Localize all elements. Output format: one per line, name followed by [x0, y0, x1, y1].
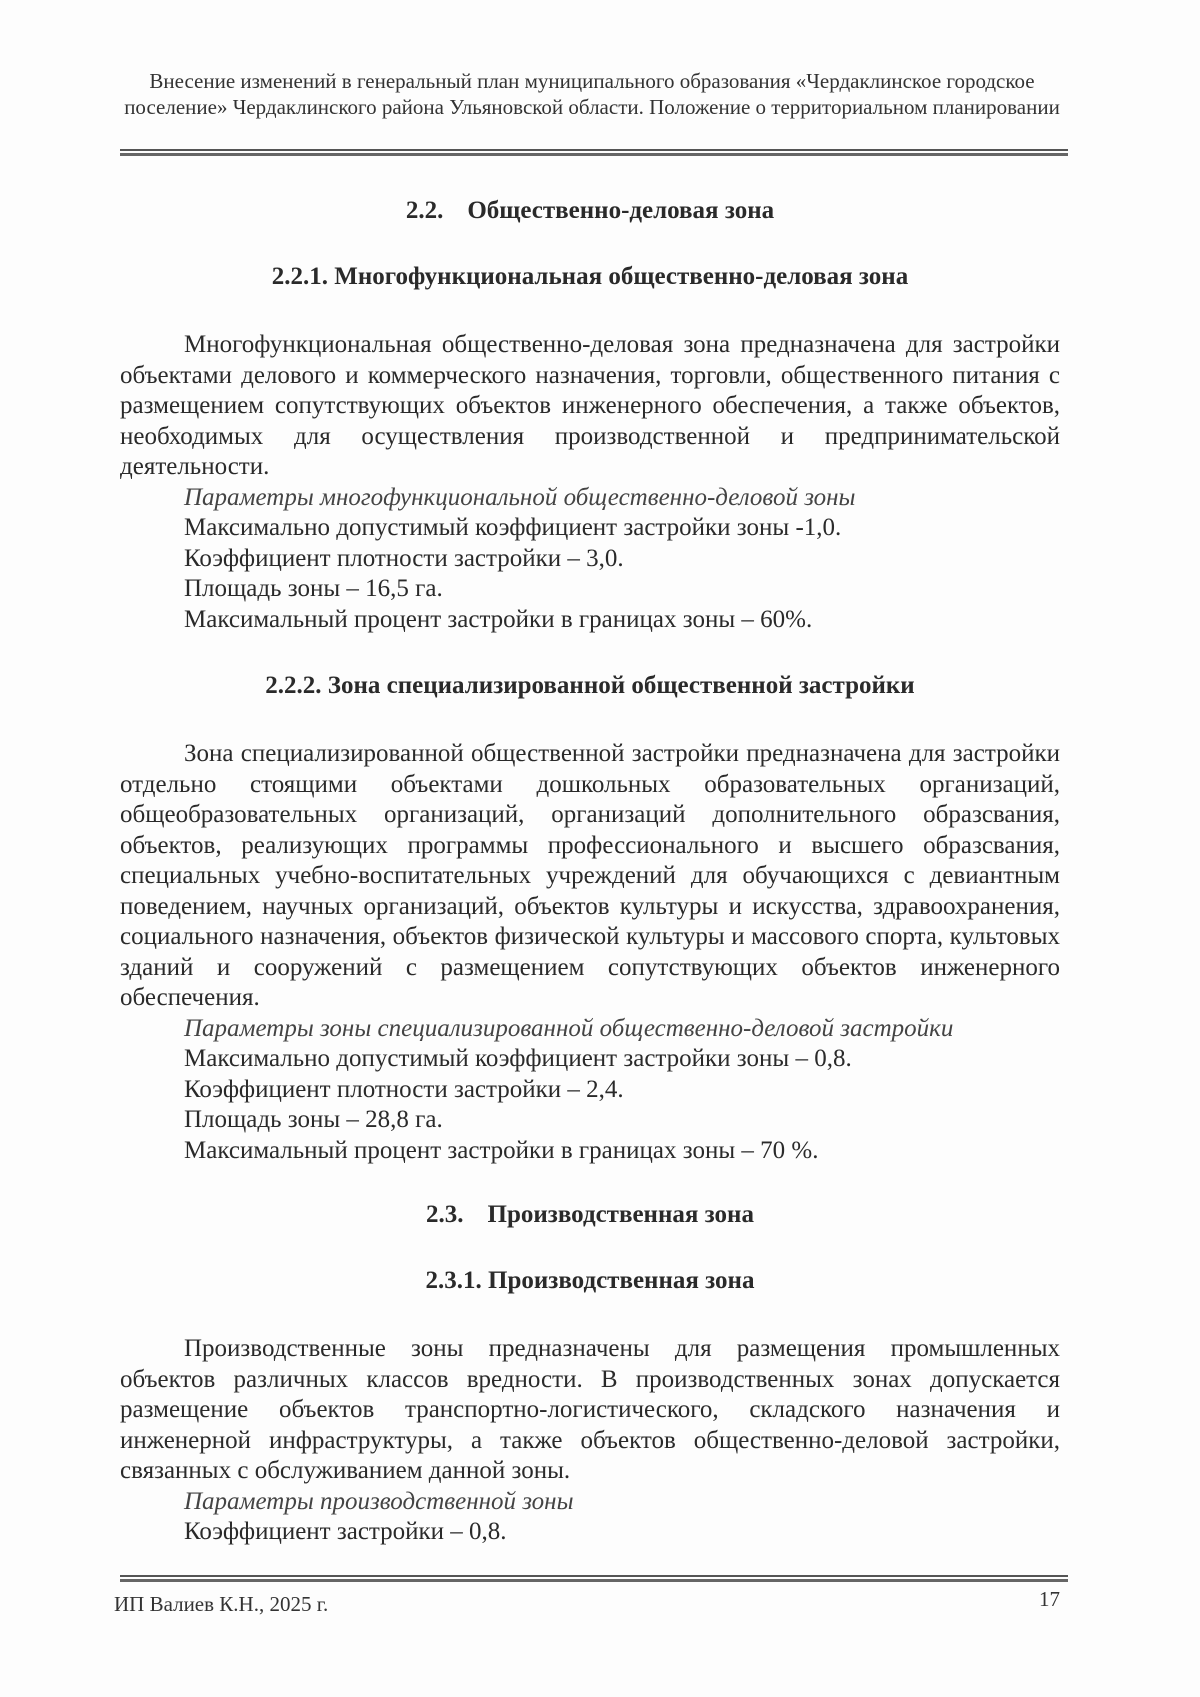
section-heading [120, 196, 1060, 226]
section-number: 2.2. [405, 197, 444, 224]
body-paragraph: Зона специализированной общественной застройки предназначена для застройки отдельно стоящими объектами дошкольных образовательных организаций, общеобразовательных организаций, организаций дополнительного образсвания, объектов, реализующих программы профессионального и высшего образсвания, специальных учебно-воспитательных учреждений для обучающихся с девиантным поведением, научных организаций, объектов культуры и искусства, здравоохранения, социального назначения, объектов физической культуры и массового спорта, культовых зданий и сооружений с размещением сопутствующих объектов инженерного обеспечения. [120, 740, 1060, 1011]
spacer [120, 1166, 1060, 1184]
section-title: Общественно-деловая зона [467, 197, 775, 224]
parameter-line: Максимально допустимый коэффициент застройки зоны – 0,8. [184, 1045, 852, 1072]
subsection-heading: 2.3.1. Производственная зона [425, 1267, 755, 1294]
page-number: 17 [1039, 1587, 1060, 1611]
parameter-line: Коэффициент плотности застройки – 3,0. [184, 544, 624, 572]
parameters-heading: Параметры многофункциональной общественно-деловой зоны [184, 483, 856, 511]
parameter-line: Максимально допустимый коэффициент застройки зоны -1,0. [184, 514, 842, 541]
running-header: Внесение изменений в генеральный план муниципального образования «Чердаклинское городское поселение» Чердаклинского района Ульяновской области. Положение о территориальном планировании [124, 69, 1060, 119]
parameters-heading: Параметры производственной зоны [184, 1487, 574, 1515]
parameter-line: Площадь зоны – 16,5 га. [184, 575, 443, 602]
section-heading [120, 1200, 1060, 1230]
header-divider [120, 149, 1068, 156]
parameters-heading: Параметры зоны специализированной общественно-деловой застройки [184, 1014, 954, 1042]
subsection-heading: 2.2.2. Зона специализированной общественной застройки [265, 672, 915, 699]
parameter-line: Максимальный процент застройки в границах зоны – 70 %. [184, 1136, 819, 1164]
footer-divider [120, 1575, 1068, 1582]
page-content [120, 180, 1060, 1548]
section-number: 2.3. [426, 1201, 464, 1228]
parameter-line: Максимальный процент застройки в границах зоны – 60%. [184, 605, 813, 633]
section-title: Производственная зона [487, 1201, 754, 1228]
parameter-line: Коэффициент застройки – 0,8. [184, 1518, 507, 1545]
footer-author: ИП Валиев К.Н., 2025 г. [114, 1592, 329, 1616]
parameter-line: Площадь зоны – 28,8 га. [184, 1106, 443, 1133]
body-paragraph: Производственные зоны предназначены для размещения промышленных объектов различных классов вредности. В производственных зонах допускается размещение объектов транспортно-логистического, складского назначения и инженерной инфраструктуры, а также объектов общественно-деловой застройки, связанных с обслуживанием данной зоны. [120, 1335, 1060, 1484]
subsection-heading: 2.2.1. Многофункциональная общественно-деловая зона [271, 263, 909, 290]
parameter-line: Коэффициент плотности застройки – 2,4. [184, 1075, 624, 1103]
body-paragraph: Многофункциональная общественно-деловая зона предназначена для застройки объектами делового и коммерческого назначения, торговли, общественного питания с размещением сопутствующих объектов инженерного обеспечения, а также объектов, необходимых для осуществления производственной и предпринимательской деятельности. [120, 331, 1060, 480]
